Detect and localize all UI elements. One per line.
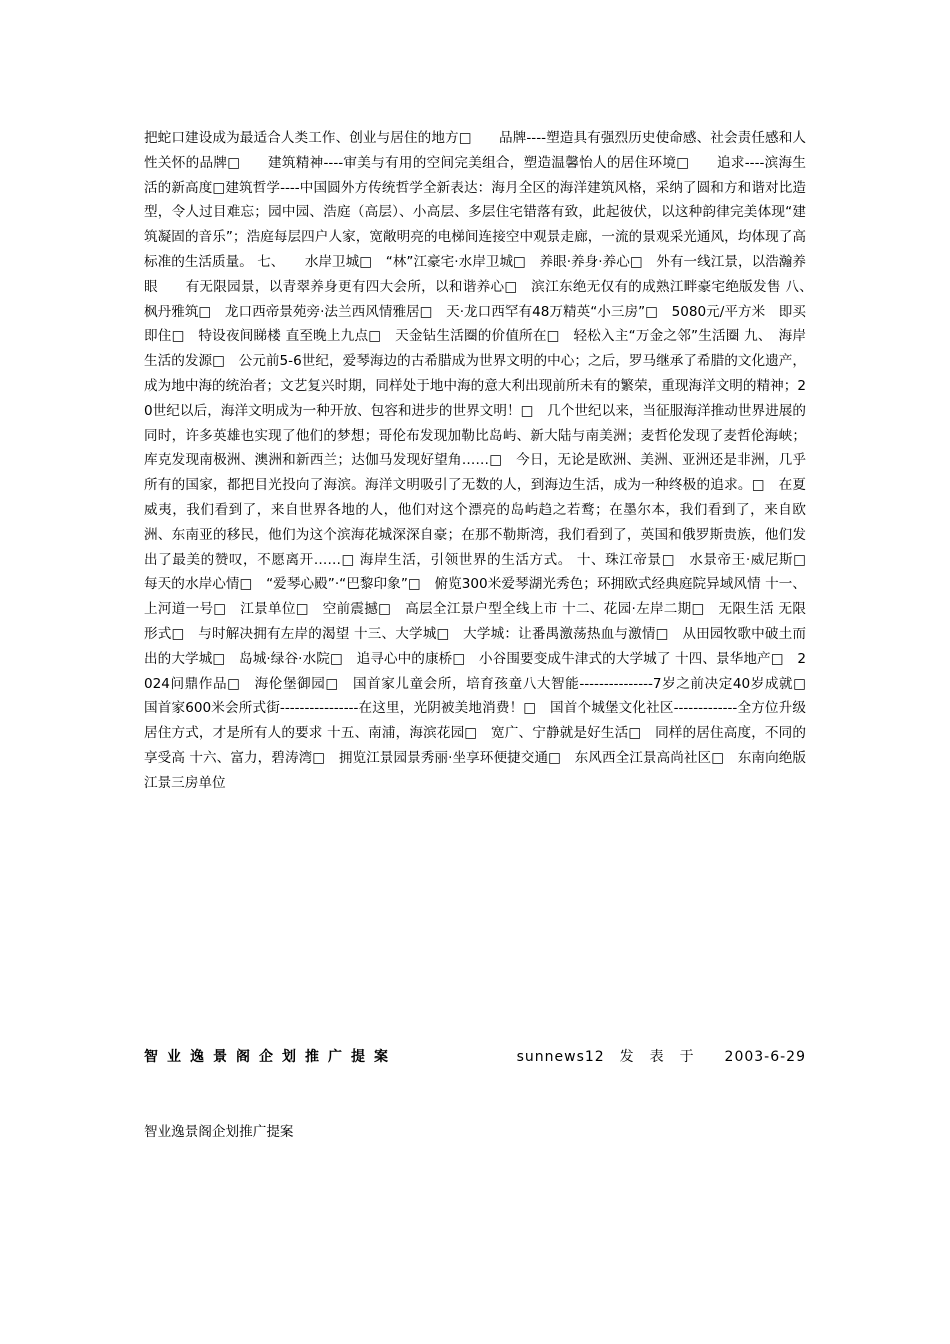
post-author: sunnews12 — [516, 1049, 605, 1065]
document-body-text: 把蛇口建设成为最适合人类工作、创业与居住的地方□ 品牌----塑造具有强烈历史使命感、社会责任感和人性关怀的品牌□ 建筑精神----审美与有用的空间完美组合，塑造温馨怡人的居住环境□ 追求----滨海生活的新高度□建筑哲学----中国圆外方传统哲学全新表达：海月全区的海洋建筑风格，采纳了圆和方和谐对比造型，令人过目难忘；园中园、浩庭（高层）、小高层、多层住宅错落有致，此起彼伏，以这种韵律完美体现“建筑凝固的音乐”；浩庭每层四户人家，宽敞明亮的电梯间连接空中观景走廊，一流的景观采光通风，均体现了高标准的生活质量。 七、 水岸卫城□ “林”江豪宅·水岸卫城□ 养眼·养身·养心□ 外有一线江景，以浩瀚养眼 有无限园景，以青翠养身更有四大会所，以和谐养心□ 滨江东绝无仅有的成熟江畔豪宅绝版发售 八、 枫丹雅筑□ 龙口西帝景苑旁·法兰西风情雅居□ 天·龙口西罕有48万精英“小三房”□ 5080元/平方米 即买即住□ 特设夜间睇楼 直至晚上九点□ 天金钻生活圈的价值所在□ 轻松入主“万金之邻”生活圈 九、 海岸生活的发源□ 公元前5-6世纪，爱琴海边的古希腊成为世界文明的中心；之后，罗马继承了希腊的文化遗产，成为地中海的统治者；文艺复兴时期，同样处于地中海的意大利出现前所未有的繁荣，重现海洋文明的精神；20世纪以后，海洋文明成为一种开放、包容和进步的世界文明！□ 几个世纪以来，当征服海洋推动世界进展的同时，许多英雄也实现了他们的梦想；哥伦布发现加勒比岛屿、新大陆与南美洲；麦哲伦发现了麦哲伦海峡；库克发现南极洲、澳洲和新西兰；达伽马发现好望角……□ 今日，无论是欧洲、美洲、亚洲还是非洲，几乎所有的国家，都把目光投向了海滨。海洋文明吸引了无数的人，到海边生活，成为一种终极的追求。□ 在夏威夷，我们看到了，来自世界各地的人，他们对这个漂亮的岛屿趋之若鹜；在墨尔本，我们看到了，来自欧洲、东南亚的移民，他们为这个滨海花城深深自豪；在那不勒斯湾，我们看到了，英国和俄罗斯贵族，他们发出了最美的赞叹，不愿离开……□ 海岸生活，引领世界的生活方式。 十、珠江帝景□ 水景帝王·威尼斯□ 每天的水岸心情□ “爱琴心殿”·“巴黎印象”□ 俯览300米爱琴湖光秀色；环拥欧式经典庭院异域风情 十一、上河道一号□ 江景单位□ 空前震撼□ 高层全江景户型全线上市 十二、花园·左岸二期□ 无限生活 无限形式□ 与时解决拥有左岸的渴望 十三、大学城□ 大学城：让番禺激荡热血与激情□ 从田园牧歌中破土而出的大学城□ 岛城·绿谷·水院□ 追寻心中的康桥□ 小谷围要变成牛津式的大学城了 十四、景华地产□ 2024问鼎作品□ 海伦堡御园□ 国首家儿童会所，培育孩童八大智能---------------7岁之前决定40岁成就□ 国首家600米会所式街----------------在这里，光阴被美地消费！□ 国首个城堡文化社区-------------全方位升级居住方式，才是所有人的要求 十五、南浦，海滨花园□ 宽广、宁静就是好生活□ 同样的居住高度，不同的享受高 十六、富力，碧涛湾□ 拥览江景园景秀丽·坐享环便捷交通□ 东风西全江景高尚社区□ 东南向绝版江景三房单位 — [144, 130, 834, 791]
post-header — [144, 1046, 806, 1072]
post-title: 智业逸景阁企划推广提案 — [144, 1049, 397, 1065]
document-subtitle: 智业逸景阁企划推广提案 — [144, 1124, 294, 1140]
post-meta — [517, 1046, 806, 1066]
post-posted-label: 发表于 — [619, 1049, 710, 1065]
post-date: 2003-6-29 — [724, 1049, 806, 1065]
